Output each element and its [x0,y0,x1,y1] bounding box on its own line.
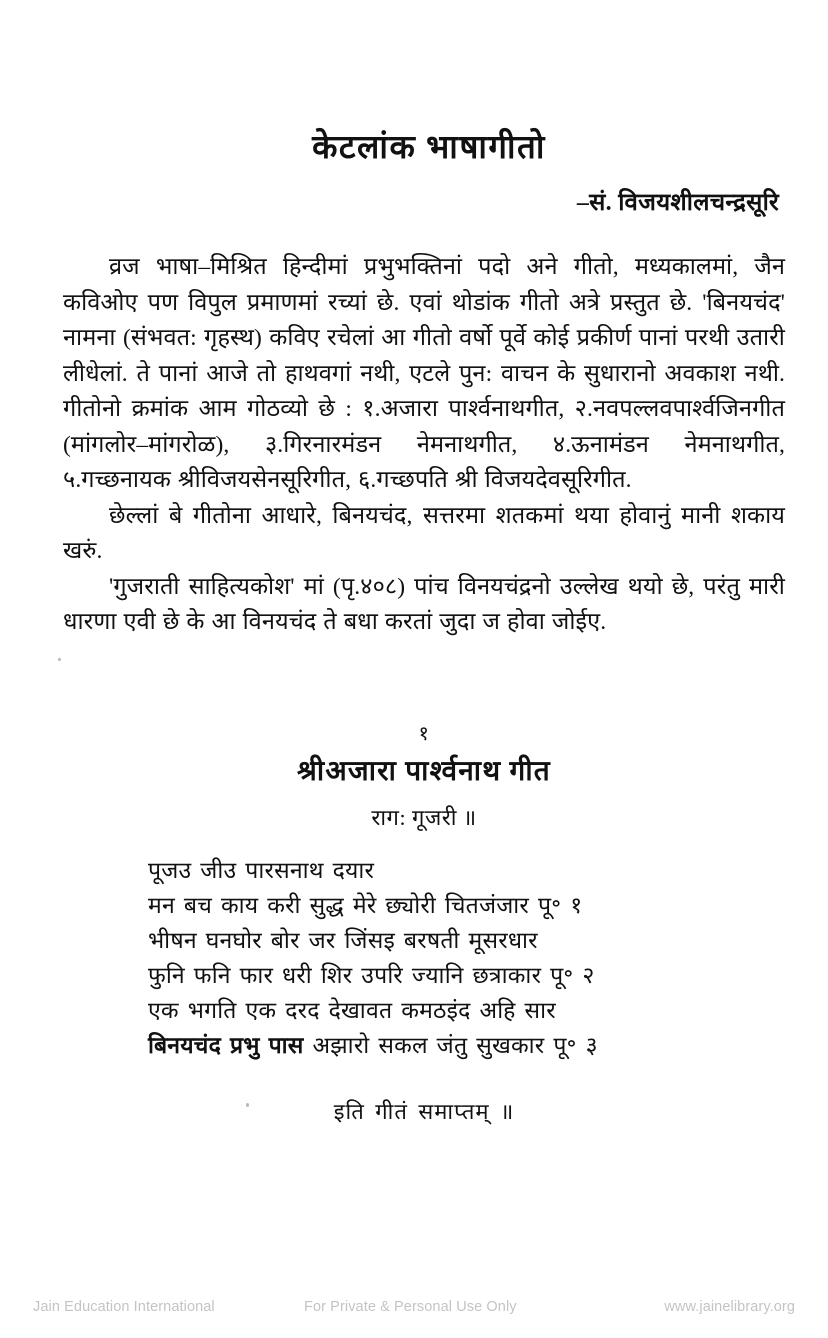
verse-line: पूजउ जीउ पारसनाथ दयार [148,858,375,883]
song-title: श्रीअजारा पार्श्वनाथ गीत [297,756,551,787]
page-footer [0,1295,828,1319]
verse-emphasis: बिनयचंद प्रभु पास [148,1033,313,1058]
paragraph: छेल्लां बे गीतोना आधारे, बिनयचंद, सत्तरमा शतकमां थया होवानुं मानी शकाय खरुं. [63,502,785,564]
paragraph: 'गुजराती साहित्यकोश' मां (पृ.४०८) पांच विनयचंद्रनो उल्लेख थयो छे, परंतु मारी धारणा एवी छे के आ विनयचंद ते बधा करतां जुदा ज होवा जोईए. [63,573,785,635]
verse-line: मन बच काय करी सुद्ध मेरे छ्योरी चितजंजार पू॰ १ [148,893,583,918]
verse-line: फुनि फनि फार धरी शिर उपरि ज्यानि छत्राकार पू॰ २ [148,963,595,988]
paragraph: व्रज भाषा–मिश्रित हिन्दीमां प्रभुभक्तिनां पदो अने गीतो, मध्यकालमां, जैन कविओए पण विपुल प्रमाणमां रच्यां छे. एवां थोडांक गीतो अत्रे प्रस्तुत छे. 'बिनयचंद' नामना (संभवत: गृहस्थ) कविए रचेलां आ गीतो वर्षो पूर्वे कोई प्रकीर्ण पानां परथी उतारी लीधेलां. ते पानां आजे तो हाथवगां नथी, एटले पुन: वाचन के सुधारानो अवकाश नथी. गीतोनो क्रमांक आम गोठव्यो छे : १.अजारा पार्श्वनाथगीत, २.नवपल्लवपार्श्वजिनगीत (मांगलोर–मांगरोळ), ३.गिरनारमंडन नेमनाथगीत, ४.ऊनामंडन नेमनाथगीत, ५.गच्छनायक श्रीविजयसेनसूरिगीत, ६.गच्छपति श्री विजयदेवसूरिगीत. [63,254,785,493]
scan-speck [58,658,61,661]
verse-block [148,853,748,1063]
title-block [63,128,785,218]
verse-line: एक भगति एक दरद देखावत कमठइंद अहि सार [148,998,556,1023]
page-title: केटलांक भाषागीतो [312,130,546,166]
song-raga: राग: गूजरी ॥ [371,805,477,830]
footer-usage-notice: For Private & Personal Use Only [304,1299,517,1315]
song-number: १ [418,723,430,745]
song-heading [63,722,785,834]
footer-website: www.jainelibrary.org [664,1299,795,1315]
footer-organization: Jain Education International [33,1299,215,1315]
colophon: इति गीतं समाप्तम् ॥ [333,1099,515,1124]
author-line: –सं. विजयशीलचन्द्रसूरि [576,190,779,217]
body-text [63,250,785,641]
verse-line: बिनयचंद प्रभु पास अझारो सकल जंतु सुखकार पू॰ ३ [148,1033,598,1058]
verse-line: भीषन घनघोर बोर जर जिंसइ बरषती मूसरधार [148,928,538,953]
